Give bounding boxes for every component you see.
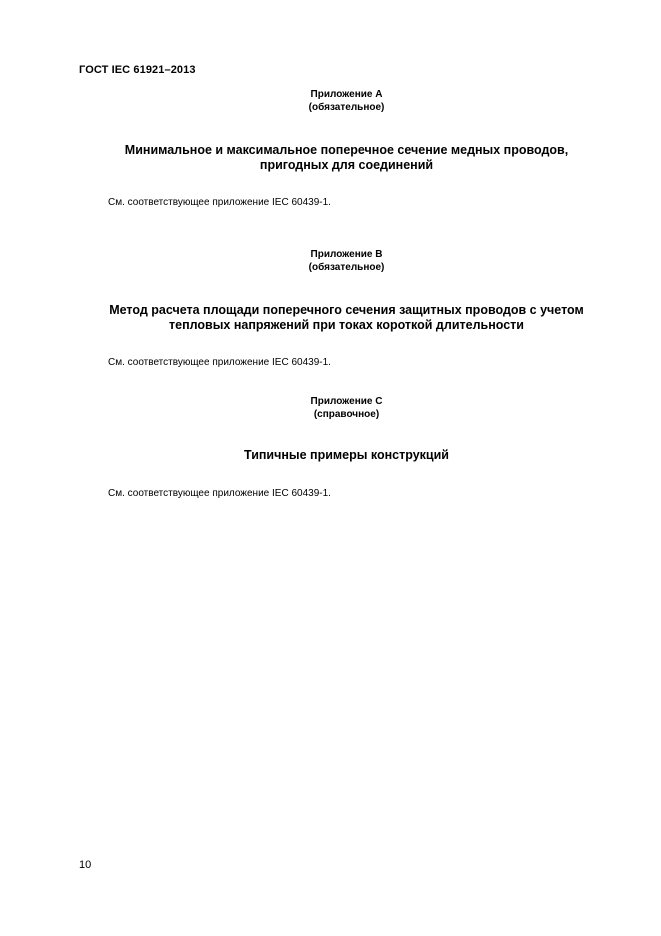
annex-b-label: Приложение В — [310, 249, 383, 260]
annex-a-label: Приложение А — [310, 89, 383, 100]
annex-c-body: См. соответствующее приложение IEC 60439-1. — [108, 488, 331, 499]
annex-a-status: (обязательное) — [308, 102, 385, 113]
annex-b-title-line2: тепловых напряжений при токах короткой длительности — [169, 318, 524, 332]
annex-c-title-line1: Типичные примеры конструкций — [244, 448, 449, 462]
standard-code: ГОСТ IEC 61921–2013 — [79, 64, 196, 76]
annex-c-status: (справочное) — [313, 409, 380, 420]
annex-b-title-line1: Метод расчета площади поперечного сечения защитных проводов с учетом — [109, 303, 584, 317]
annex-a-body: См. соответствующее приложение IEC 60439-1. — [108, 197, 331, 208]
annex-b-status: (обязательное) — [308, 262, 385, 273]
annex-a-title-line2: пригодных для соединений — [259, 158, 434, 172]
annex-a-title-line1: Минимальное и максимальное поперечное сечение медных проводов, — [124, 143, 569, 157]
annex-c-label: Приложение С — [310, 396, 383, 407]
page-number: 10 — [79, 859, 92, 871]
annex-b-body: См. соответствующее приложение IEC 60439-1. — [108, 357, 331, 368]
